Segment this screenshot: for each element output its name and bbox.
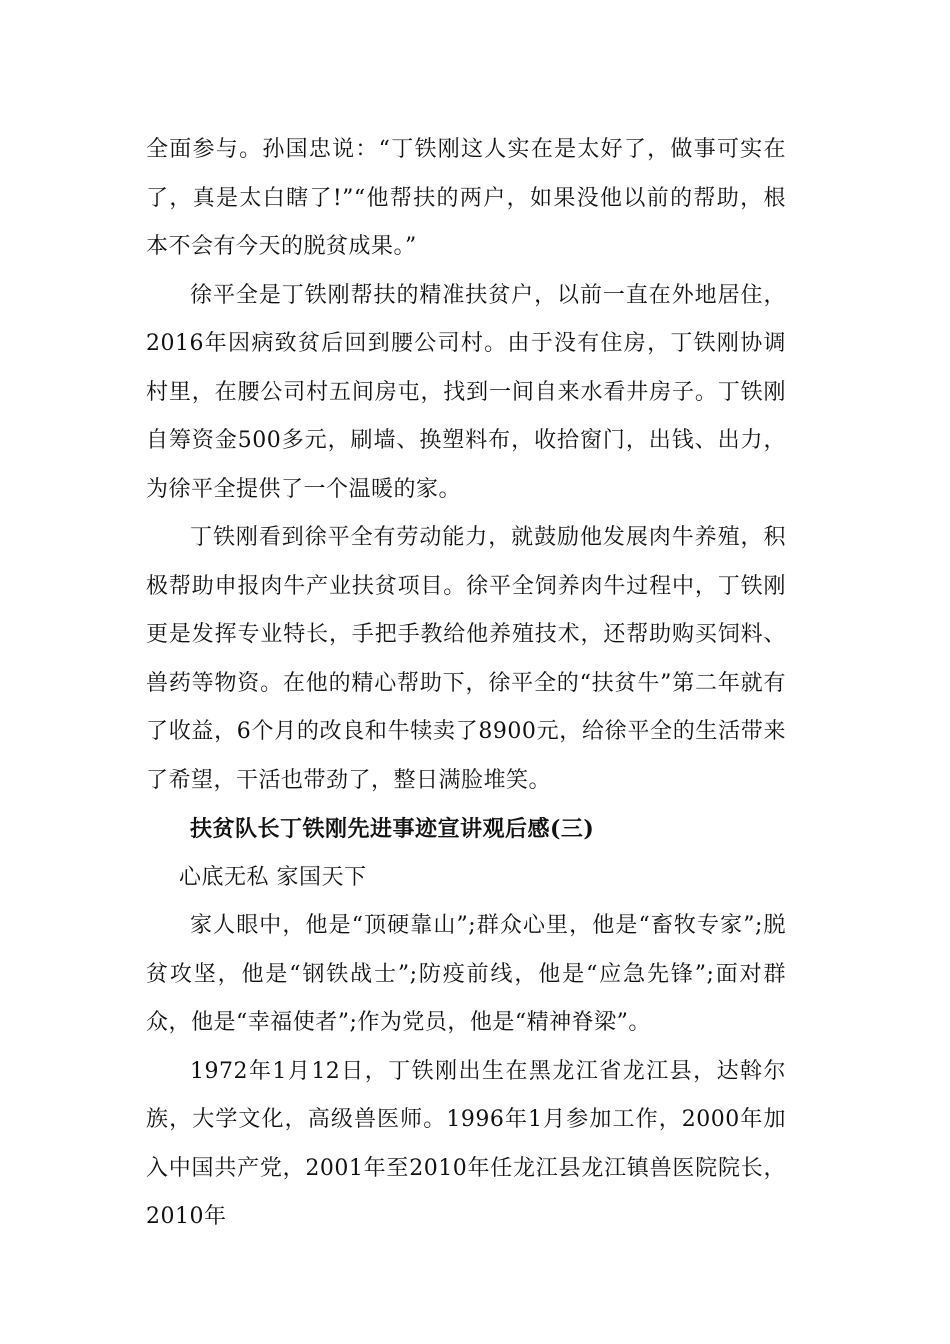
paragraph: 徐平全是丁铁刚帮扶的精准扶贫户，以前一直在外地居住，2016年因病致贫后回到腰公司村。由于没有住房，丁铁刚协调村里，在腰公司村五间房屯，找到一间自来水看井房子。丁铁刚自筹资金500多元，刷墙、换塑料布，收拾窗门，出钱、出力，为徐平全提供了一个温暖的家。 <box>146 282 786 502</box>
section-title: 扶贫队长丁铁刚先进事迹宣讲观后感(三) <box>190 816 595 842</box>
document-page <box>146 126 786 1242</box>
section-subtitle: 心底无私 家国天下 <box>179 864 367 890</box>
paragraph: 1972年1月12日，丁铁刚出生在黑龙江省龙江县，达斡尔族，大学文化，高级兽医师。1996年1月参加工作，2000年加入中国共产党，2001年至2010年任龙江县龙江镇兽医院院长，2010年 <box>146 1058 786 1229</box>
paragraph: 丁铁刚看到徐平全有劳动能力，就鼓励他发展肉牛养殖，积极帮助申报肉牛产业扶贫项目。徐平全饲养肉牛过程中，丁铁刚更是发挥专业特长，手把手教给他养殖技术，还帮助购买饲料、兽药等物资。在他的精心帮助下，徐平全的“扶贫牛”第二年就有了收益，6个月的改良和牛犊卖了8900元，给徐平全的生活带来了希望，干活也带劲了，整日满脸堆笑。 <box>146 525 786 793</box>
paragraph: 全面参与。孙国忠说：“丁铁刚这人实在是太好了，做事可实在了，真是太白瞎了!”“他帮扶的两户，如果没他以前的帮助，根本不会有今天的脱贫成果。” <box>146 137 786 259</box>
paragraph: 家人眼中，他是“顶硬靠山”;群众心里，他是“畜牧专家”;脱贫攻坚，他是“钢铁战士”;防疫前线，他是“应急先锋”;面对群众，他是“幸福使者”;作为党员，他是“精神脊梁”。 <box>146 913 786 1035</box>
